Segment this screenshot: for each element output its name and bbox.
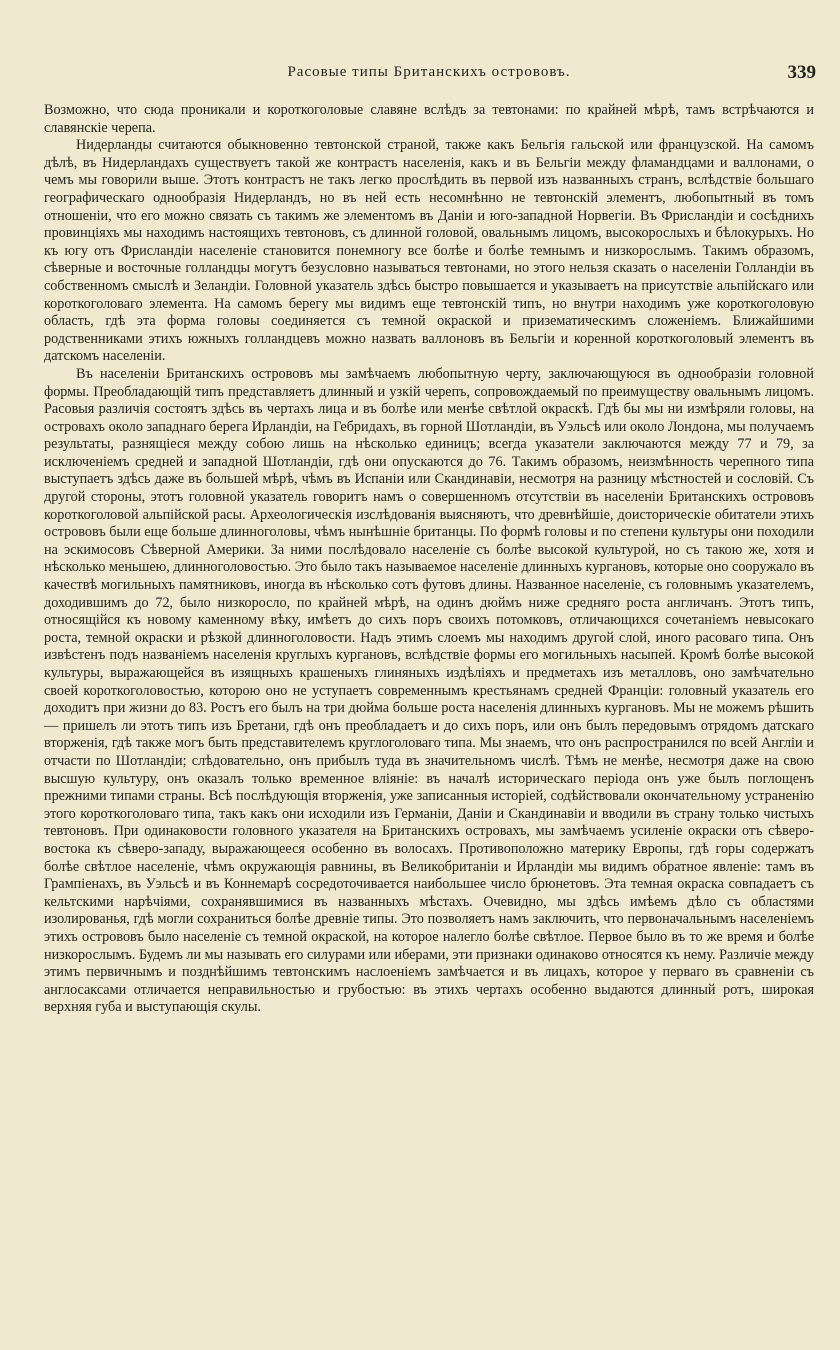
paragraph-3: Въ населеніи Британскихъ острововъ мы замѣчаемъ любопытную черту, заключающуюся въ однообразіи головной формы. Преобладающій типъ представляетъ длинный и узкій черепъ, сопровождаемый по преимуществу овальнымъ лицомъ. Расовыя различія состоятъ здѣсь въ чертахъ лица и въ болѣе или менѣе свѣтлой окраскѣ. Гдѣ бы мы ни измѣряли головы, на островахъ около западнаго берега Ирландіи, на Гебридахъ, въ горной Шотландіи, въ Уэльсѣ или около Лондона, мы получаемъ результаты, разнящіеся между собою лишь на нѣсколько единицъ; всегда указатели заключаются между 77 и 79, за исключеніемъ средней и западной Шотландіи, гдѣ они опускаются до 76. Такимъ образомъ, неизмѣнность черепного типа выступаетъ здѣсь даже въ большей мѣрѣ, чѣмъ въ Испаніи или Скандинавіи, несмотря на разницу мѣстностей и сословій. Съ другой стороны, этотъ головной указатель говоритъ намъ о совершенномъ отсутствіи въ населеніи Британскихъ острововъ короткоголовой альпійской расы. Археологическія изслѣдованія выясняютъ, что древнѣйшіе, доисторическіе обитатели этихъ острововъ были еще больше длинноголовы, чѣмъ нынѣшніе британцы. По формѣ головы и по степени культуры они походили на эскимосовъ Сѣверной Америки. За ними послѣдовало населеніе съ болѣе высокой культурой, но съ такою же, хотя и нѣсколько меньшею, длинноголовостью. Это было такъ называемое населеніе длинныхъ кургановъ, которые оно сооружало въ качествѣ могильныхъ памятниковъ, иногда въ нѣсколько сотъ футовъ длины. Названное населеніе, съ головнымъ указателемъ, доходившимъ до 72, было низкорослo, по крайней мѣрѣ, на одинъ дюймъ ниже средняго роста англичанъ. Этотъ типъ, относящійся къ новому каменному вѣку, имѣетъ до сихъ поръ своихъ потомковъ, отличающихся сочетаніемъ невысокаго роста, темной окраски и рѣзкой длинноголовости. Надъ этимъ слоемъ мы находимъ другой слой, иного расоваго типа. Онъ извѣстенъ подъ названіемъ населенія круглыхъ кургановъ, вслѣдствіе формы его могильныхъ насыпей. Кромѣ болѣе высокой культуры, выражающейся въ изящныхъ крашеныхъ глиняныхъ издѣліяхъ и предметахъ изъ металловъ, оно замѣчательно своей короткоголовостью, которою оно не уступаетъ современнымъ крестьянамъ средней Франціи: головный указатель его доходитъ при жизни до 83. Ростъ его былъ на три дюйма больше роста населенія длинныхъ кургановъ. Мы не можемъ рѣшить — пришелъ ли этотъ типъ изъ Бретани, гдѣ онъ преобладаетъ и до сихъ поръ, или онъ былъ передовымъ отрядомъ датскаго вторженія, гдѣ также могъ быть представителемъ круглоголоваго типа. Мы знаемъ, что онъ распространился по всей Англіи и отчасти по Шотландіи; слѣдовательно, онъ прибылъ туда въ значительномъ числѣ. Тѣмъ не менѣе, несмотря даже на свою высшую культуру, онъ оказалъ только временное вліяніе: въ началѣ историческаго періода онъ уже былъ поглощенъ прежними типами страны. Всѣ послѣдующія вторженія, уже записанныя исторіей, содѣйствовали окончательному устраненію этого короткоголоваго типа, такъ какъ они исходили изъ Германіи, Даніи и Скандинавіи и вводили въ страну только чистыхъ тевтоновъ. При одинаковости головного указателя на Британскихъ островахъ, мы замѣчаемъ усиленіе окраски отъ сѣверо-востока къ сѣверо-западу, выражающееся особенно въ волосахъ. Противоположно материку Европы, гдѣ горы содержатъ болѣе свѣтлое населеніе, чѣмъ окружающія равнины, въ Великобританіи и Ирландіи мы видимъ обратное явленіе: тамъ въ Грампіенахъ, въ Уэльсѣ и въ Коннемарѣ сосредоточивается наибольшее число брюнетовъ. Эта темная окраска совпадаетъ съ кельтскими нарѣчіями, сохранявшимися въ названныхъ мѣстахъ. Очевидно, мы здѣсь имѣемъ дѣло съ областями изолированья, гдѣ могли сохраниться болѣе древніе типы. Это позволяетъ намъ заключить, что первоначальнымъ населеніемъ этихъ острововъ было населеніе съ темной окраской, на которое налегло болѣе свѣтлое. Первое было въ то же время и болѣе низкорослымъ. Будемъ ли мы называть его силурами или иберами, эти признаки одинаково относятся къ нему. Различіе между этимъ первичнымъ и позднѣйшимъ тевтонскимъ наслоеніемъ замѣчается и въ лицахъ, которое у перваго въ сравненіи съ англосаксами отличается неправильностью и грубостью: въ этихъ чертахъ особенно выдаются длинный ротъ, широкая верхняя губа и выступающія скулы.	[44, 365, 814, 1016]
body-text	[44, 102, 814, 1017]
page-number: 339	[787, 62, 816, 83]
paragraph-2: Нидерланды считаются обыкновенно тевтонской страной, также какъ Бельгія гальской или французской. На самомъ дѣлѣ, въ Нидерландахъ существуетъ такой же контрастъ населенія, какъ и въ Бельгіи между фламандцами и валлонами, о чемъ мы говорили выше. Этотъ контрастъ не такъ легко прослѣдить въ первой изъ названныхъ странъ, вслѣдствіе большаго географическаго однообразія Нидерландъ, но въ ней есть несомнѣнно не тевтонскій элементъ, любопытный въ томъ отношеніи, что его можно связать съ такимъ же элементомъ въ Даніи и юго-западной Норвегіи. Въ Фрисландіи и сосѣднихъ провинціяхъ мы находимъ настоящихъ тевтоновъ, съ длинной головой, овальнымъ лицомъ, высокорослыхъ и бѣлокурыхъ. Но къ югу отъ Фрисландіи населеніе становится понемногу все болѣе и болѣе темнымъ и низкорослымъ. Такимъ образомъ, сѣверные и восточные голландцы могутъ безусловно называться тевтонами, но этого нельзя сказать о населеніи Голландіи въ собственномъ смыслѣ и Зеландіи. Головной указатель здѣсь быстро повышается и указываетъ на присутствіе альпійскаго или короткоголоваго элемента. На самомъ берегу мы видимъ еще тевтонскій типъ, но внутри находимъ уже короткоголовую область, гдѣ эта форма головы соединяется съ темной окраской и призематическимъ сложеніемъ. Ближайшими родственниками этихъ южныхъ голландцевъ можно назвать валлоновъ въ Бельгіи и коренной короткоголовый элементъ въ датскомъ населеніи.	[44, 137, 814, 365]
page-header	[42, 62, 816, 84]
running-title: Расовые типы Британскихъ острововъ.	[287, 64, 571, 80]
paragraph-1: Возможно, что сюда проникали и короткоголовые славяне вслѣдъ за тевтонами: по крайней мѣрѣ, тамъ встрѣчаются и славянскіе черепа.	[44, 102, 814, 136]
